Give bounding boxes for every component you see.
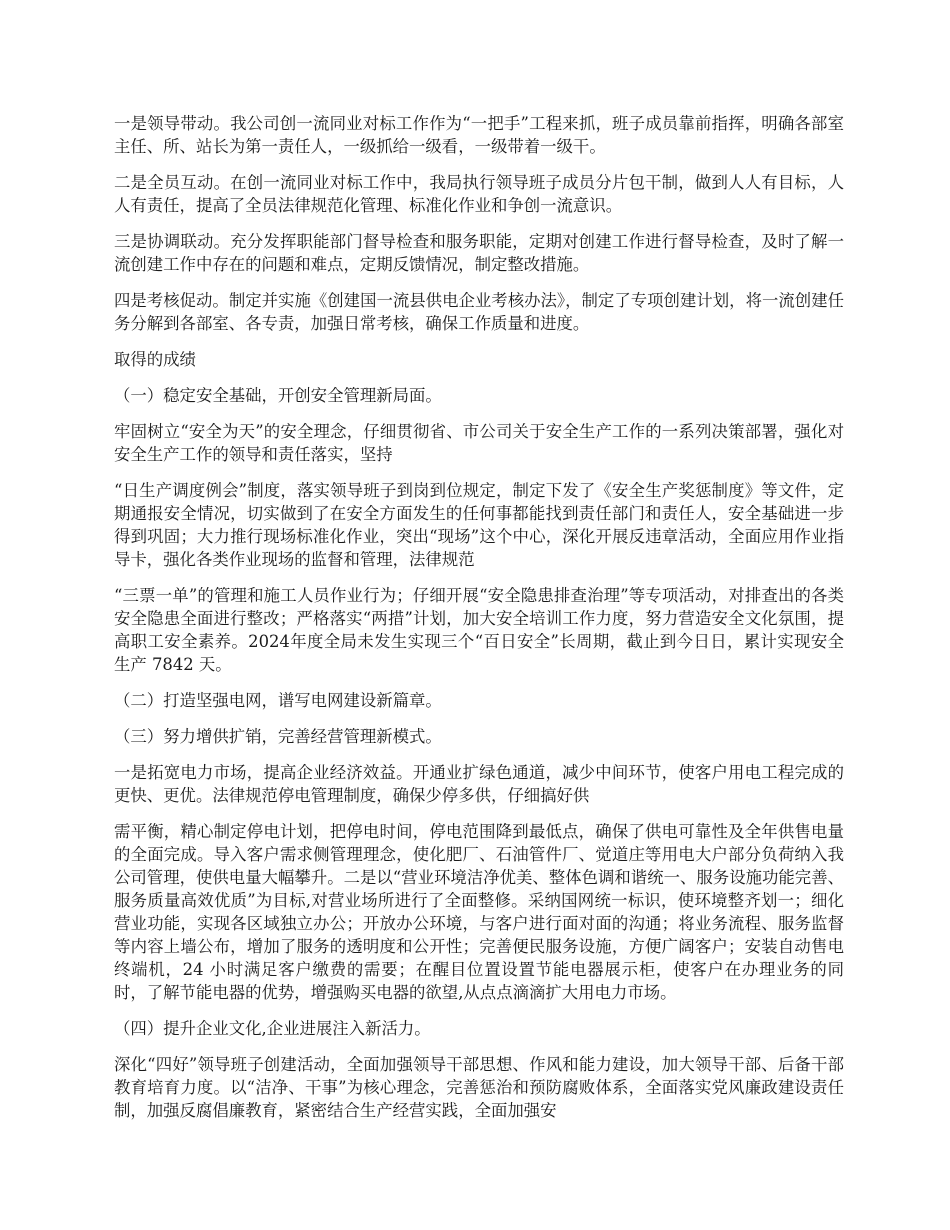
paragraph-four-good: 深化“四好”领导班子创建活动，全面加强领导干部思想、作风和能力建设，加大领导干部、后备干部教育培育力度。以“洁净、干事”为核心理念，完善惩治和预防腐败体系，全面落实党风廉政建设责任制，加强反腐倡廉教育，紧密结合生产经营实践，全面加强安 bbox=[114, 1055, 844, 1120]
paragraph-three-tickets: “三票一单”的管理和施工人员作业行为；仔细开展“安全隐患排查治理”等专项活动，对排查出的各类安全隐患全面进行整改；严格落实“两措”计划，加大安全培训工作力度，努力营造安全文化氛围，提高职工安全素养。2024年度全局未发生实现三个“百日安全”长周期，截止到今日日，累计实现安全生产 7842 天。 bbox=[114, 586, 844, 674]
document-body bbox=[114, 112, 844, 1135]
paragraph-dispatch-meeting: “日生产调度例会”制度，落实领导班子到岗到位规定，制定下发了《安全生产奖惩制度》等文件，定期通报安全情况，切实做到了在安全方面发生的任何事都能找到责任部门和责任人，安全基础进一步得到巩固；大力推行现场标准化作业，突出“现场”这个中心，深化开展反违章活动，全面应用作业指导卡，强化各类作业现场的监督和管理，法律规范 bbox=[114, 481, 844, 569]
paragraph-leadership: 一是领导带动。我公司创一流同业对标工作作为“一把手”工程来抓，班子成员靠前指挥，明确各部室主任、所、站长为第一责任人，一级抓给一级看，一级带着一级干。 bbox=[114, 114, 844, 156]
paragraph-all-staff: 二是全员互动。在创一流同业对标工作中，我局执行领导班子成员分片包干制，做到人人有目标，人人有责任，提高了全员法律规范化管理、标准化作业和争创一流意识。 bbox=[114, 173, 844, 215]
subheading-safety: （一）稳定安全基础，开创安全管理新局面。 bbox=[114, 386, 442, 405]
paragraph-safety-concept: 牢固树立“安全为天”的安全理念，仔细贯彻省、市公司关于安全生产工作的一系列决策部署，强化对安全生产工作的领导和责任落实，坚持 bbox=[114, 422, 844, 464]
section-heading-achievements: 取得的成绩 bbox=[114, 350, 196, 369]
paragraph-supply-demand: 需平衡，精心制定停电计划，把停电时间，停电范围降到最低点，确保了供电可靠性及全年供售电量的全面完成。导入客户需求侧管理理念，使化肥厂、石油管件厂、觉道庄等用电大户部分负荷纳入我公司管理，使供电量大幅攀升。二是以“营业环境洁净优美、整体色调和谐统一、服务设施功能完善、服务质量高效优质”为目标,对营业场所进行了全面整修。采纳国网统一标识，使环境整齐划一；细化营业功能，实现各区域独立办公；开放办公环境，与客户进行面对面的沟通；将业务流程、服务监督等内容上墙公布，增加了服务的透明度和公开性；完善便民服务设施，方便广阔客户；安装自动售电终端机，24 小时满足客户缴费的需要；在醒目位置设置节能电器展示柜，使客户在办理业务的同时，了解节能电器的优势，增强购买电器的欲望,从点点滴滴扩大用电力市场。 bbox=[114, 822, 844, 1002]
subheading-sales: （三）努力增供扩销，完善经营管理新模式。 bbox=[114, 727, 442, 746]
paragraph-market: 一是拓宽电力市场，提高企业经济效益。开通业扩绿色通道，减少中间环节，使客户用电工程完成的更快、更优。法律规范停电管理制度，确保少停多供，仔细搞好供 bbox=[114, 763, 844, 805]
paragraph-coordination: 三是协调联动。充分发挥职能部门督导检查和服务职能，定期对创建工作进行督导检查，及时了解一流创建工作中存在的问题和难点，定期反馈情况，制定整改措施。 bbox=[114, 232, 844, 274]
subheading-grid: （二）打造坚强电网，谱写电网建设新篇章。 bbox=[114, 691, 442, 710]
paragraph-assessment: 四是考核促动。制定并实施《创建国一流县供电企业考核办法》，制定了专项创建计划，将一流创建任务分解到各部室、各专责，加强日常考核，确保工作质量和进度。 bbox=[114, 291, 844, 333]
subheading-culture: （四）提升企业文化,企业进展注入新活力。 bbox=[114, 1019, 431, 1038]
